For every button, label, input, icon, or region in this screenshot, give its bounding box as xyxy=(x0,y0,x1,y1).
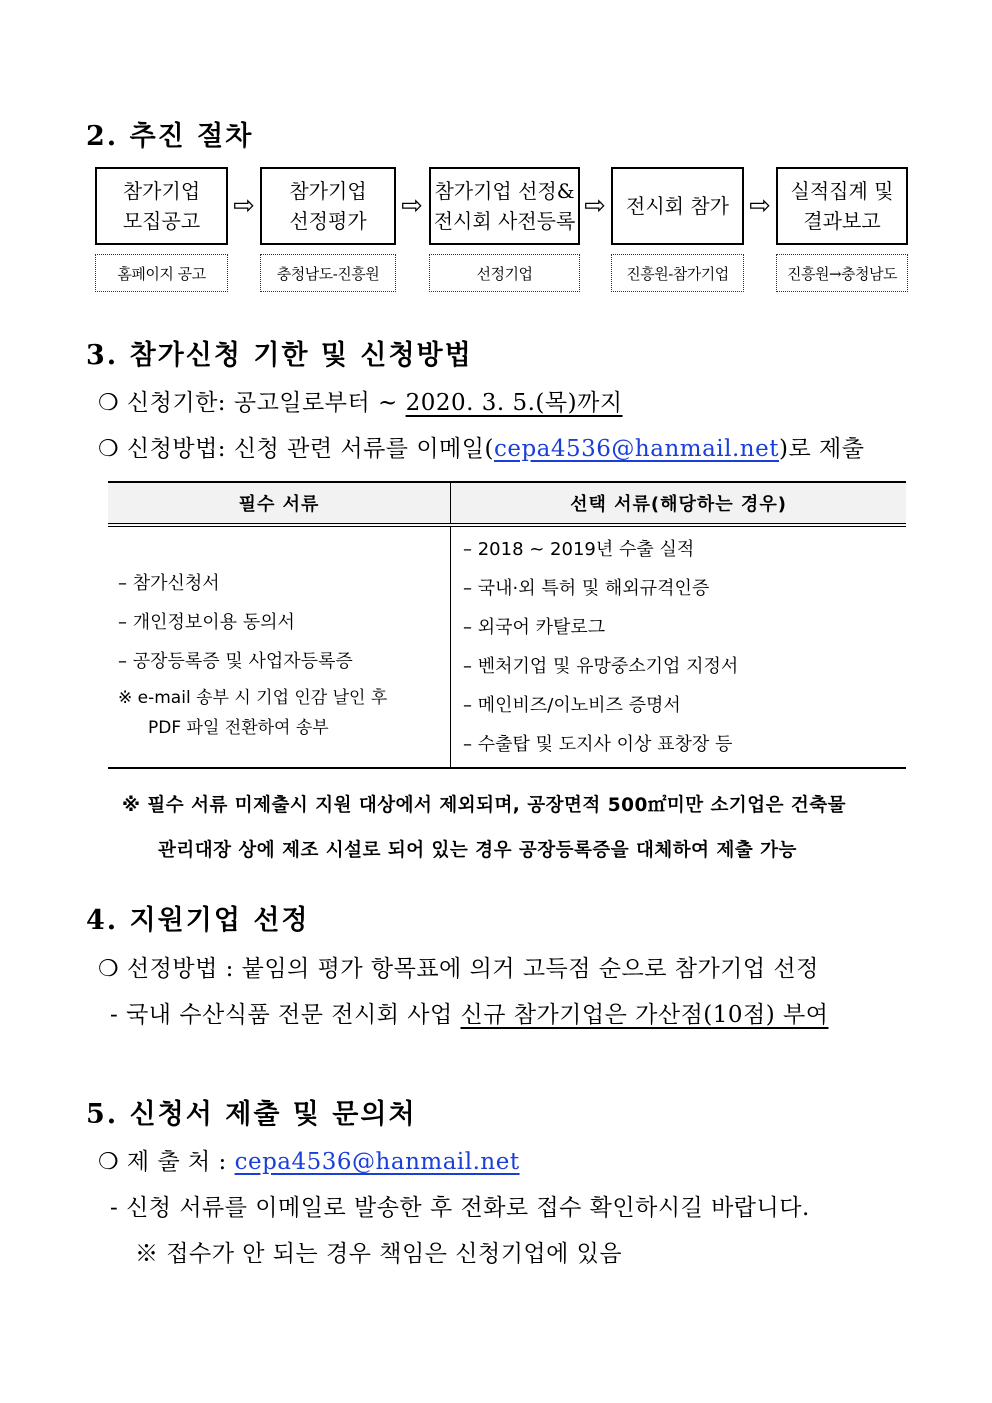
required-docs-note-line1: ※ 필수 서류 미제출시 지원 대상에서 제외되며, 공장면적 500㎡미만 소기업은 건축물 xyxy=(122,795,847,816)
submit-label: ❍ 제 출 처 : xyxy=(98,1149,235,1175)
bonus-label: - 국내 수산식품 전문 전시회 사업 xyxy=(110,1002,461,1028)
step-4-line1: 전시회 참가 xyxy=(626,194,729,218)
step-5-line1: 실적집계 및 xyxy=(790,179,894,203)
list-item: – 벤처기업 및 유망중소기업 지정서 xyxy=(463,656,739,677)
step-3-box xyxy=(429,167,580,245)
step-2-line2: 선정평가 xyxy=(289,209,367,233)
optional-docs-cell xyxy=(451,525,907,768)
list-item: – 수출탑 및 도지사 이상 표창장 등 xyxy=(463,734,733,755)
step-1-actor: 홈페이지 공고 xyxy=(95,254,228,292)
selection-method: ❍ 선정방법 : 붙임의 평가 항목표에 의거 고득점 순으로 참가기업 선정 xyxy=(98,956,819,982)
submit-line xyxy=(98,1143,520,1176)
step-2-actor: 충청남도-진흥원 xyxy=(260,254,396,292)
documents-table xyxy=(108,481,906,769)
required-note-line2: PDF 파일 전환하여 송부 xyxy=(148,717,329,738)
required-docs-header: 필수 서류 xyxy=(108,482,451,525)
step-1-line2: 모집공고 xyxy=(122,209,201,233)
section2-title: 2. 추진 절차 xyxy=(86,121,254,152)
method-label: ❍ 신청방법: 신청 관련 서류를 이메일( xyxy=(98,436,494,462)
step-3-actor: 선정기업 xyxy=(429,254,580,292)
method-line xyxy=(98,430,864,463)
section3-title: 3. 참가신청 기한 및 신청방법 xyxy=(86,340,473,371)
list-item: – 참가신청서 xyxy=(118,572,220,594)
step-5-box xyxy=(776,167,908,245)
arrow-right-icon: ⇨ xyxy=(401,191,423,221)
section4-title: 4. 지원기업 선정 xyxy=(86,905,310,936)
required-note-line1: ※ e-mail 송부 시 기업 인감 날인 후 xyxy=(118,687,388,708)
required-docs-cell xyxy=(108,525,451,768)
step-1-box xyxy=(95,167,228,245)
list-item: – 메인비즈/이노비즈 증명서 xyxy=(463,695,681,716)
step-3-line1: 참가기업 선정& xyxy=(434,179,575,203)
step-2-box xyxy=(260,167,396,245)
arrow-right-icon: ⇨ xyxy=(584,191,606,221)
deadline-value: 2020. 3. 5.(목)까지 xyxy=(405,390,623,416)
list-item: – 2018 ~ 2019년 수출 실적 xyxy=(463,539,695,560)
submit-instruction: - 신청 서류를 이메일로 발송한 후 전화로 접수 확인하시길 바랍니다. xyxy=(110,1195,810,1221)
submit-email-link[interactable]: cepa4536@hanmail.net xyxy=(234,1149,520,1175)
list-item: – 국내·외 특허 및 해외규격인증 xyxy=(463,578,710,599)
step-3-line2: 전시회 사전등록 xyxy=(433,209,576,233)
list-item: – 외국어 카탈로그 xyxy=(463,617,606,638)
list-item: – 개인정보이용 동의서 xyxy=(118,611,295,633)
list-item: – 공장등록증 및 사업자등록증 xyxy=(118,650,353,672)
arrow-right-icon: ⇨ xyxy=(749,191,771,221)
step-4-actor: 진흥원-참가기업 xyxy=(611,254,744,292)
step-2-line1: 참가기업 xyxy=(289,179,367,203)
step-5-actor: 진흥원→충청남도 xyxy=(776,254,908,292)
step-1-line1: 참가기업 xyxy=(122,179,201,203)
deadline-label: ❍ 신청기한: 공고일로부터 ~ xyxy=(98,390,406,416)
optional-docs-header: 선택 서류(해당하는 경우) xyxy=(451,482,907,525)
step-5-line2: 결과보고 xyxy=(803,209,881,233)
section5-title: 5. 신청서 제출 및 문의처 xyxy=(86,1099,417,1130)
step-4-box xyxy=(611,167,744,245)
required-docs-note-line2: 관리대장 상에 제조 시설로 되어 있는 경우 공장등록증을 대체하여 제출 가능 xyxy=(158,840,797,861)
submit-warning: ※ 접수가 안 되는 경우 책임은 신청기업에 있음 xyxy=(135,1241,623,1267)
bonus-line xyxy=(110,996,828,1029)
deadline-line xyxy=(98,384,623,417)
bonus-highlight: 신규 참가기업은 가산점(10점) 부여 xyxy=(460,1002,829,1028)
method-suffix: )로 제출 xyxy=(778,436,865,462)
email-link[interactable]: cepa4536@hanmail.net xyxy=(493,436,779,462)
arrow-right-icon: ⇨ xyxy=(233,191,255,221)
